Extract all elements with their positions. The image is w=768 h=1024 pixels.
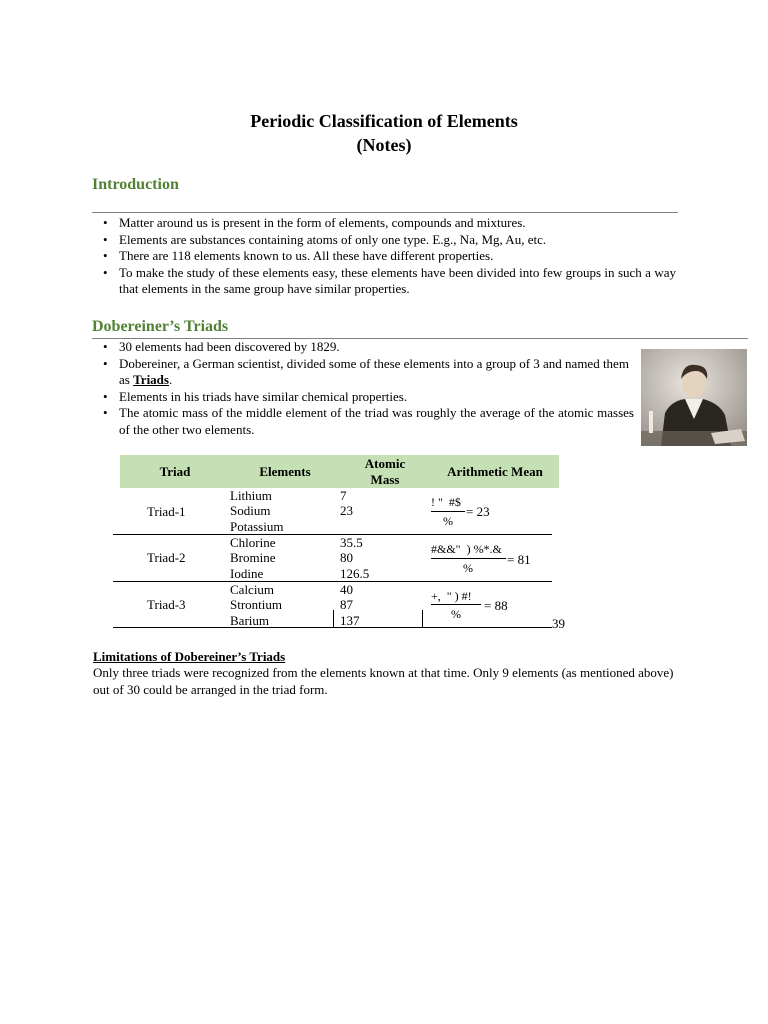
- stray-mark: 39: [552, 616, 565, 631]
- element-lithium: Lithium: [230, 488, 272, 503]
- triad-2-fraction-bar: [431, 558, 506, 559]
- element-iodine: Iodine: [230, 566, 264, 581]
- page-subtitle: (Notes): [356, 135, 412, 155]
- triad-3-label: Triad-3: [147, 597, 186, 612]
- limitations-heading: Limitations of Dobereiner’s Triads: [93, 649, 286, 664]
- triad-2-numerator: #&&" ) %*.&: [431, 542, 502, 556]
- list-item: • Elements are substances containing atoms of only one type. E.g., Na, Mg, Au, etc.: [99, 232, 676, 249]
- triads-period: .: [168, 372, 173, 387]
- portrait-image: [641, 349, 747, 446]
- element-calcium: Calcium: [230, 582, 275, 597]
- column-divider: [333, 610, 334, 628]
- page-title: Periodic Classification of Elements: [250, 111, 518, 131]
- table-header-mean: Arithmetic Mean: [447, 464, 543, 479]
- list-item: [99, 356, 634, 389]
- mass-strontium: 87: [340, 597, 353, 612]
- dobereiner-list: [99, 339, 634, 438]
- list-item: • The atomic mass of the middle element of the triad was roughly the average of the atomic masses of the other two elements.: [99, 405, 634, 438]
- element-chlorine: Chlorine: [230, 535, 276, 550]
- triad-3-fraction-bar: [431, 604, 481, 605]
- introduction-rule: [92, 212, 678, 213]
- triads-term: Triads: [133, 372, 169, 387]
- triad-1-label: Triad-1: [147, 504, 186, 519]
- triad-1-numerator: ! " #$: [431, 495, 461, 509]
- row-divider: [113, 581, 552, 582]
- triad-2-label: Triad-2: [147, 550, 186, 565]
- row-divider: [113, 534, 552, 535]
- table-header-elements: Elements: [259, 464, 311, 479]
- triad-1-denominator: %: [443, 514, 453, 528]
- list-item: • There are 118 elements known to us. All these have different properties.: [99, 248, 676, 265]
- column-divider: [422, 610, 423, 628]
- triad-1-fraction-bar: [431, 511, 465, 512]
- mass-sodium: 23: [340, 503, 353, 518]
- mass-barium: 137: [340, 613, 360, 628]
- element-bromine: Bromine: [230, 550, 276, 565]
- limitations-body: Only three triads were recognized from the elements known at that time. Only 9 elements (as mentioned above) out of 30 could be arranged in the triad form.: [93, 665, 674, 697]
- list-item: • Elements in his triads have similar chemical properties.: [99, 389, 634, 406]
- triad-3-result: = 88: [484, 598, 508, 613]
- element-sodium: Sodium: [230, 503, 271, 518]
- triad-1-result: = 23: [466, 504, 490, 519]
- list-item: • 30 elements had been discovered by 1829.: [99, 339, 634, 356]
- mass-iodine: 126.5: [340, 566, 370, 581]
- list-item: • Matter around us is present in the form of elements, compounds and mixtures.: [99, 215, 676, 232]
- triad-2-result: = 81: [507, 552, 531, 567]
- mass-bromine: 80: [340, 550, 353, 565]
- triad-3-denominator: %: [451, 607, 461, 621]
- list-item: • To make the study of these elements easy, these elements have been divided into few groups in such a way that elements in the same group have similar properties.: [99, 265, 676, 298]
- mass-calcium: 40: [340, 582, 353, 597]
- triad-2-denominator: %: [463, 561, 473, 575]
- mass-chlorine: 35.5: [340, 535, 363, 550]
- mass-lithium: 7: [340, 488, 347, 503]
- introduction-list: [99, 215, 676, 298]
- table-header-mass-1: Atomic: [364, 456, 406, 471]
- table-bottom-rule: [113, 627, 552, 628]
- table-header-mass-2: Mass: [370, 472, 400, 487]
- element-barium: Barium: [230, 613, 269, 628]
- triad-3-numerator: +, " ) #!: [431, 589, 472, 603]
- element-strontium: Strontium: [230, 597, 283, 612]
- introduction-heading: Introduction: [92, 176, 179, 193]
- triads-text: Dobereiner, a German scientist, divided some of these elements into a group of 3 and named them as: [119, 355, 629, 387]
- table-header-triad: Triad: [159, 464, 191, 479]
- element-potassium: Potassium: [230, 519, 284, 534]
- dobereiner-heading: Dobereiner’s Triads: [92, 318, 229, 335]
